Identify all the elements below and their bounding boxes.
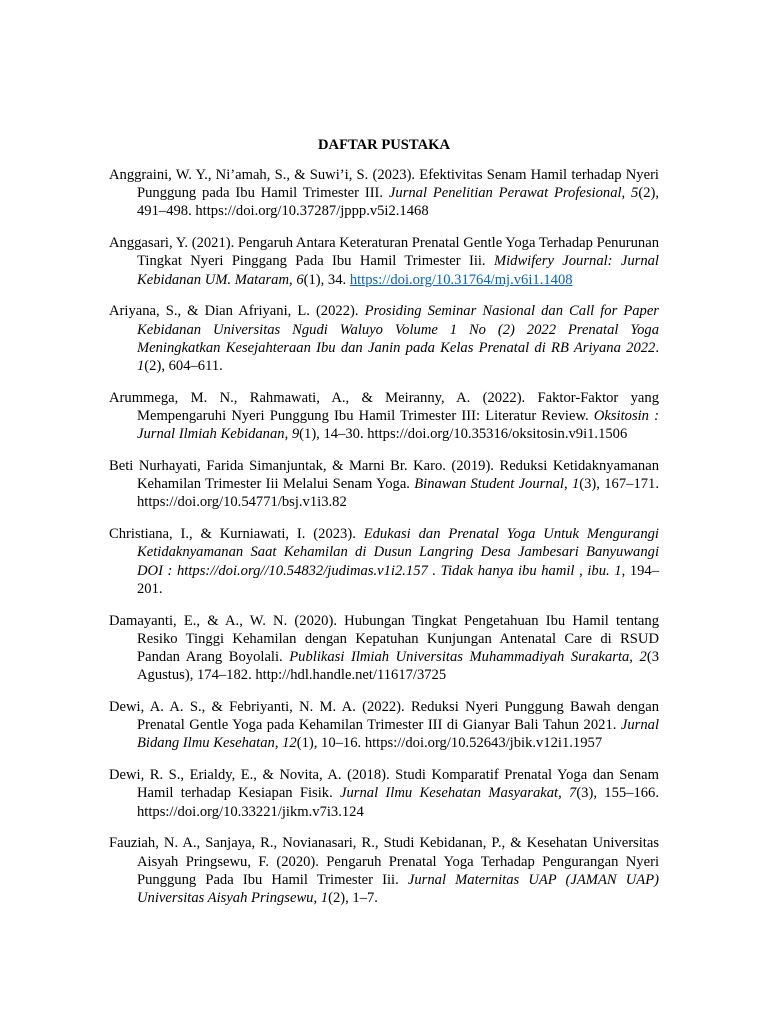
reference-italic-text: Midwifery Journal: Jurnal Kebidanan UM. Mataram [137,253,659,288]
document-page [109,136,659,907]
reference-italic-text: Jurnal Maternitas UAP (JAMAN UAP) Universitas Aisyah Pringsewu [137,871,659,907]
reference-italic-text: 1 [320,890,329,907]
reference-text: Anggraini, W. Y., Ni’amah, S., & Suwi’i, S. (2023). Efektivitas Senam Hamil terhadap Nyeri Punggung pada Ibu Hamil Trimester III. [109,167,659,202]
reference-text: Beti Nurhayati, Farida Simanjuntak, & Marni Br. Karo. (2019). Reduksi Ketidaknyamanan Kehamilan Trimester Iii Melalui Senam Yoga. [109,458,659,493]
reference-text: Anggasari, Y. (2021). Pengaruh Antara Keteraturan Prenatal Gentle Yoga Terhadap Penurunan Tingkat Nyeri Pinggang Pada Ibu Hamil Trimester Iii. [109,235,659,270]
reference-text: Damayanti, E., & A., W. N. (2020). Hubungan Tingkat Pengetahuan Ibu Hamil tentang Resiko Tinggi Kehamilan dengan Kepatuhan Kunjungan Antenatal Care di RSUD Pandan Arang Boyolali. [109,612,659,666]
reference-italic-text: 1 [137,358,145,375]
reference-italic-text: 9 [291,426,300,443]
reference-italic-text: Jurnal Penelitian Perawat Profesional [388,185,622,202]
reference-text: (2), 1–7. [328,890,378,907]
reference-italic-text: Publikasi Ilmiah Universitas Muhammadiyah Surakarta [289,649,630,666]
reference-italic-text: 5 [631,185,639,202]
reference-italic-text: Prosiding Seminar Nasional dan Call for Paper Kebidanan Universitas Ngudi Waluyo Volume 1 No (2) 2022 Prenatal Yoga Meningkatkan Kesejahteraan Ibu dan Janin pada Kelas Prenatal di RB Ariyana 2022 [137,303,659,356]
doi-link[interactable]: https://doi.org/10.31764/mj.v6i1.1408 [349,271,573,288]
reference-text: (3), 167–171. https://doi.org/10.54771/bsj.v1i3.82 [137,476,659,511]
reference-italic-text: Oksitosin : Jurnal Ilmiah Kebidanan [137,408,659,443]
reference-text: , [289,271,297,288]
reference-italic-text: Jurnal Ilmu Kesehatan Masyarakat [340,785,559,802]
reference-entry [109,766,659,821]
reference-text: , [313,890,321,907]
reference-text: , [563,476,572,493]
reference-text: (1), 34. [303,271,350,288]
reference-entry [109,166,659,221]
reference-entry [109,234,659,289]
reference-italic-text: 1 [571,476,580,493]
reference-italic-text: 12 [282,735,297,752]
reference-text: (3 Agustus), 174–182. http://hdl.handle.net/11617/3725 [137,649,659,684]
reference-italic-text: 7 [569,785,577,802]
reference-text: , [621,185,632,202]
reference-entry [109,389,659,444]
reference-text: (1), 10–16. https://doi.org/10.52643/jbik.v12i1.1957 [296,735,603,752]
reference-entry [109,698,659,753]
reference-text: Fauziah, N. A., Sanjaya, R., Novianasari, R., Studi Kebidanan, P., & Kesehatan Universitas Aisyah Pringsewu, F. (2020). Pengaruh Prenatal Yoga Terhadap Pengurangan Nyeri Punggung Pada Ibu Hamil Trimester Iii. [109,835,659,888]
reference-italic-text: 6 [296,271,304,288]
reference-text: Christiana, I., & Kurniawati, I. (2023). [109,526,364,543]
reference-text: , [558,785,570,802]
reference-italic-text: Binawan Student Journal [414,476,564,493]
reference-text: (2), 604–611. [144,358,223,375]
reference-italic-text: Jurnal Bidang Ilmu Kesehatan [137,717,659,752]
reference-entry [109,457,659,512]
reference-italic-text: 2 [639,649,647,666]
reference-text: , [629,649,640,666]
reference-text: , [284,426,292,443]
reference-text: Arummega, M. N., Rahmawati, A., & Meiranny, A. (2022). Faktor-Faktor yang Mempengaruhi Nyeri Punggung Ibu Hamil Trimester III: Literatur Review. [109,389,659,425]
reference-italic-text: Edukasi dan Prenatal Yoga Untuk Mengurangi Ketidaknyamanan Saat Kehamilan di Dusun Langring Desa Jambesari Banyuwangi DOI : https://doi.org//10.54832/judimas.v1i2.157 . Tidak hanya ibu hamil , ibu. 1 [137,526,659,579]
reference-entry [109,525,659,598]
reference-text: . [655,339,659,356]
reference-list [109,166,659,907]
reference-text: (3), 155–166. https://doi.org/10.33221/jikm.v7i3.124 [137,785,659,820]
reference-text: Dewi, A. A. S., & Febriyanti, N. M. A. (2022). Reduksi Nyeri Punggung Bawah dengan Prenatal Gentle Yoga pada Kehamilan Trimester III di Gianyar Bali Tahun 2021. [109,699,659,734]
reference-entry [109,834,659,907]
reference-entry [109,302,659,375]
reference-entry [109,612,659,685]
reference-text: Dewi, R. S., Erialdy, E., & Novita, A. (2018). Studi Komparatif Prenatal Yoga dan Senam Hamil terhadap Kesiapan Fisik. [109,767,659,802]
page-title: DAFTAR PUSTAKA [317,137,451,153]
reference-text: , [274,735,283,752]
reference-text: , 194–201. [137,562,660,597]
reference-text: (1), 14–30. https://doi.org/10.35316/oksitosin.v9i1.1506 [299,426,628,443]
reference-text: (2), 491–498. https://doi.org/10.37287/jppp.v5i2.1468 [137,185,660,220]
reference-text: Ariyana, S., & Dian Afriyani, L. (2022). [109,303,365,320]
